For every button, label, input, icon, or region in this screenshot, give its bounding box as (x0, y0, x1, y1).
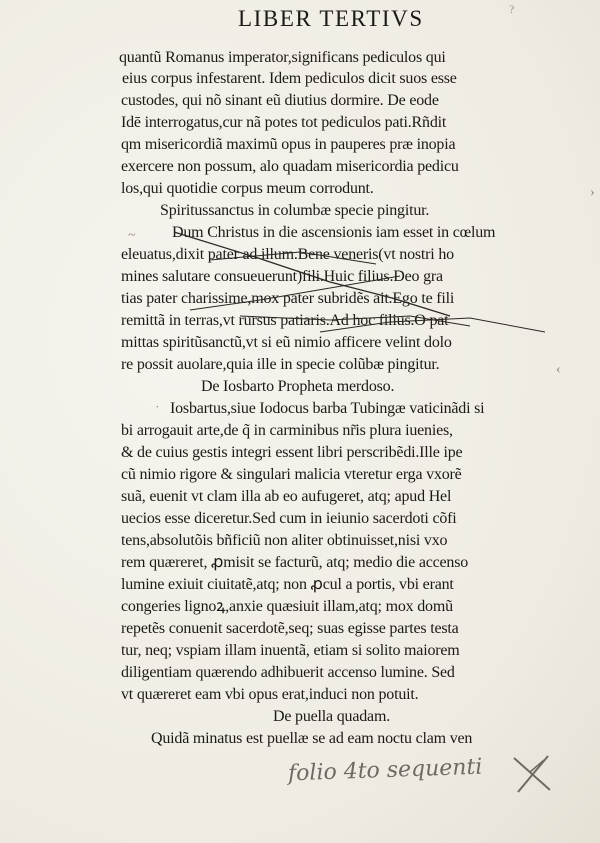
text-line: congeries lignoꝝ,anxie quæsiuit illam,atq; mox domũ (121, 598, 453, 615)
text-line: remittã in terras,vt rursus patiaris.Ad hoc filius.O pat (121, 312, 449, 329)
text-line: & de cuius gestis integri essent libri perscribẽdi.Ille ipe (121, 444, 463, 461)
margin-mark: ~ (128, 228, 136, 243)
text-line: mines salutare consueuerunt)fili.Huic filius.Deo gra (121, 268, 443, 285)
text-line: suã, euenit vt clam illa ab eo aufugeret, atq; apud Hel (121, 488, 452, 505)
text-line: repetẽs conuenit sacerdotẽ,seq; suas egisse partes testa (121, 620, 459, 637)
text-line: uecios esse diceretur.Sed cum in ieiunio sacerdoti cõfi (121, 510, 457, 527)
section-heading: De puella quadam. (273, 708, 390, 725)
handwritten-annotation: folio 4to sequenti (287, 754, 483, 787)
running-header: LIBER TERTIVS (238, 6, 424, 31)
text-line: quantũ Romanus imperator,significans pediculos qui (119, 49, 446, 66)
text-line: diligentiam quærendo adhibuerit accenso lumine. Sed (121, 664, 455, 681)
margin-mark: › (590, 185, 595, 200)
text-line: Iosbartus,siue Iodocus barba Tubingæ vaticinãdi si (170, 400, 485, 417)
text-line: mittas spiritũsanctũ,vt si eũ nimio afficere velint dolo (121, 334, 452, 351)
margin-mark: ‹ (556, 362, 561, 377)
text-line: custodes, qui nõ sinant eũ diutius dormire. De eode (121, 92, 439, 109)
text-line: re possit auolare,quia ille in specie colũbæ pingitur. (121, 356, 440, 373)
text-line: rem quæreret, ꝓmisit se facturũ, atq; medio die accenso (121, 554, 469, 571)
text-line: exercere non possum, alo quadam misericordia pedicu (121, 158, 459, 175)
text-line: tens,absolutõis bñficiũ non aliter obtinuisset,nisi vxo (121, 532, 448, 549)
section-heading: Spiritussanctus in columbæ specie pingitur. (160, 202, 430, 219)
text-line: Idē interrogatus,cur nã potes tot pediculos pati.Rñdit (121, 114, 447, 131)
handwritten-cross-icon (510, 752, 554, 801)
text-line: cũ nimio rigore & singulari malicia vteretur erga vxorẽ (121, 466, 462, 483)
text-line: Quidã minatus est puellæ se ad eam noctu clam ven (151, 730, 473, 747)
margin-mark: ˙ (155, 404, 160, 419)
text-line: tur, neq; vspiam illam inuentã, etiam si solito maiorem (121, 642, 460, 659)
text-line: eleuatus,dixit pater ad illum.Bene veneris(vt nostri ho (121, 246, 454, 263)
text-line: bi arrogauit arte,de q̃ in carminibus nr̃is plura iuenies, (121, 422, 453, 439)
corner-mark: ? (509, 2, 515, 16)
section-heading: De Iosbarto Propheta merdoso. (201, 378, 395, 395)
text-line: Dum Christus in die ascensionis iam esset in cœlum (172, 224, 496, 241)
text-line: lumine exiuit ciuitatẽ,atq; non ꝓcul a portis, vbi erant (121, 576, 454, 593)
text-line: eius corpus infestarent. Idem pediculos dicit suos esse (122, 70, 457, 87)
text-line: los,qui quotidie corpus meum corrodunt. (121, 180, 374, 197)
text-line: tias pater charissime,mox pater subridẽs ait.Ego te fili (121, 290, 455, 307)
text-line: vt quæreret eam vbi opus erat,induci non potuit. (121, 686, 419, 703)
text-line: qm misericordiã maximũ opus in pauperes præ inopia (121, 136, 456, 153)
